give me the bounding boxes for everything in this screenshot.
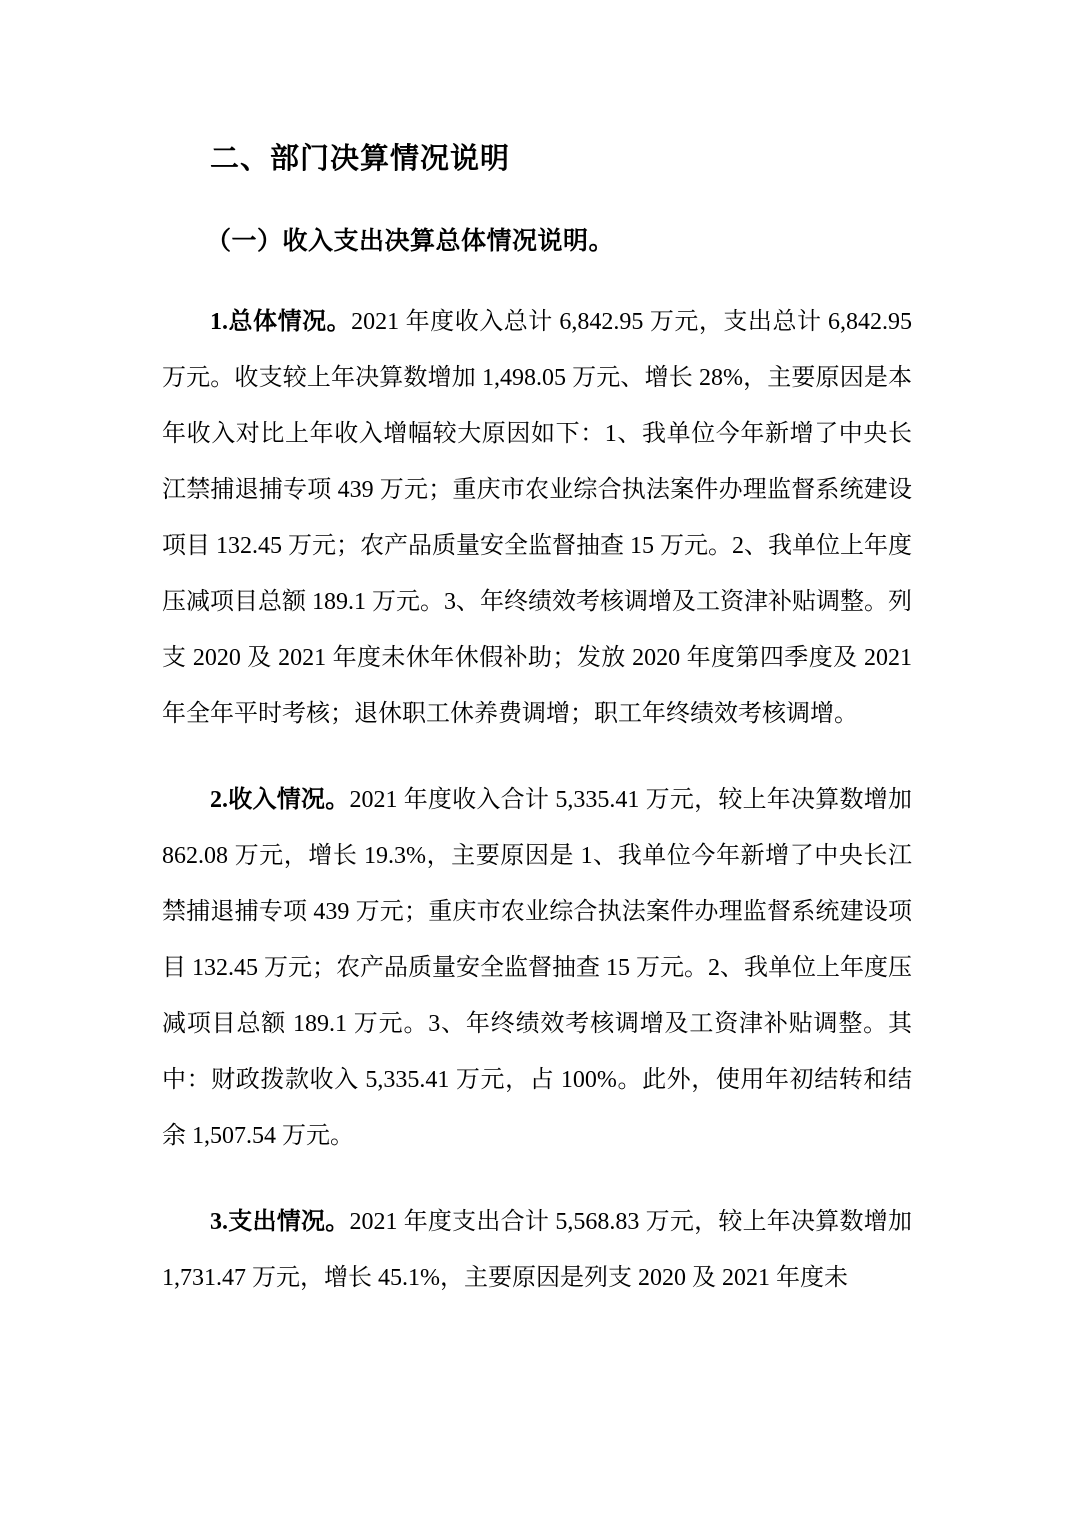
section-heading: （一）收入支出决算总体情况说明。	[206, 227, 615, 255]
paragraph-income-situation	[162, 772, 912, 1164]
document-title: 二、部门决算情况说明	[210, 143, 511, 175]
paragraph-overall-situation	[162, 294, 912, 742]
paragraph-expenditure-lead: 3.支出情况。	[210, 1209, 350, 1235]
paragraph-overall-text: 2021 年度收入总计 6,842.95 万元，支出总计 6,842.95 万元。收支较上年决算数增加 1,498.05 万元、增长 28%，主要原因是本年收入对比上年收入增幅较大原因如下：1、我单位今年新增了中央长江禁捕退捕专项 439 万元；重庆市农业综合执法案件办理监督系统建设项目 132.45 万元；农产品质量安全监督抽查 15 万元。2、我单位上年度压减项目总额 189.1 万元。3、年终绩效考核调增及工资津补贴调整。列支 2020 及 2021 年度未休年休假补助；发放 2020 年度第四季度及 2021 年全年平时考核；退休职工休养费调增；职工年终绩效考核调增。	[162, 309, 913, 727]
paragraph-income-text: 2021 年度收入合计 5,335.41 万元，较上年决算数增加 862.08 万元，增长 19.3%，主要原因是 1、我单位今年新增了中央长江禁捕退捕专项 439 万元；重庆市农业综合执法案件办理监督系统建设项目 132.45 万元；农产品质量安全监督抽查 15 万元。2、我单位上年度压减项目总额 189.1 万元。3、年终绩效考核调增及工资津补贴调整。其中：财政拨款收入 5,335.41 万元，占 100%。此外，使用年初结转和结余 1,507.54 万元。	[162, 787, 913, 1149]
paragraph-expenditure-situation	[162, 1194, 912, 1306]
paragraph-overall-lead: 1.总体情况。	[210, 309, 352, 335]
paragraph-income-lead: 2.收入情况。	[210, 787, 350, 813]
paragraph-expenditure-text: 2021 年度支出合计 5,568.83 万元，较上年决算数增加 1,731.47 万元，增长 45.1%，主要原因是列支 2020 及 2021 年度未	[162, 1209, 913, 1291]
